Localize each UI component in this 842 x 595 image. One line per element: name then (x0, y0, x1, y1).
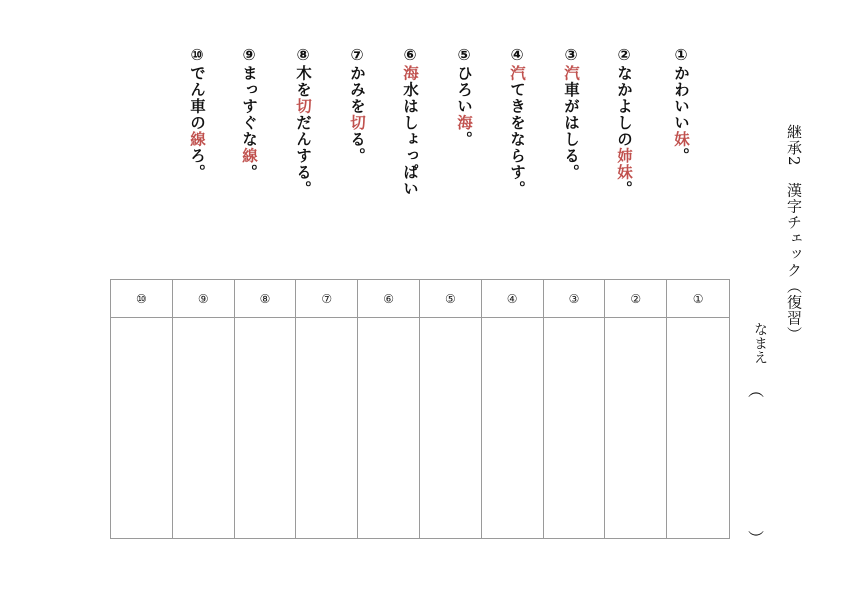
question-text: まっすぐな (240, 65, 258, 148)
question-text: 水はしょっぱい (401, 81, 419, 197)
answer-column (235, 280, 297, 538)
question-3 (561, 46, 581, 181)
question-number: ⑥ (401, 46, 419, 65)
answer-column-header: ④ (482, 280, 543, 318)
question-text: る。 (348, 131, 366, 164)
question-text: 車がはしる。 (562, 81, 580, 181)
answer-column (605, 280, 667, 538)
target-kanji: 海 (401, 65, 419, 82)
question-number: ④ (508, 46, 526, 65)
answer-column-header: ① (667, 280, 729, 318)
question-number: ⑩ (188, 46, 206, 65)
answer-column-header: ⑧ (235, 280, 296, 318)
question-text: でん車の (188, 65, 206, 131)
question-text: 木を (294, 65, 312, 98)
question-6 (400, 46, 420, 197)
target-kanji: 妹 (672, 131, 690, 148)
question-text: ひろい (455, 65, 473, 115)
question-1 (671, 46, 691, 164)
question-7 (347, 46, 367, 164)
answer-box[interactable] (605, 318, 666, 538)
answer-grid (110, 279, 730, 539)
answer-box[interactable] (173, 318, 234, 538)
answer-box[interactable] (667, 318, 729, 538)
target-kanji: 切 (348, 114, 366, 131)
question-number: ② (615, 46, 633, 65)
answer-box[interactable] (296, 318, 357, 538)
answer-column (420, 280, 482, 538)
question-9 (239, 46, 259, 181)
answer-column-header: ⑦ (296, 280, 357, 318)
question-2 (614, 46, 634, 197)
question-number: ⑧ (294, 46, 312, 65)
answer-column-header: ⑩ (111, 280, 172, 318)
question-text: 。 (240, 164, 258, 181)
question-number: ① (672, 46, 690, 65)
question-8 (293, 46, 313, 197)
answer-box[interactable] (111, 318, 172, 538)
question-number: ⑨ (240, 46, 258, 65)
answer-column (296, 280, 358, 538)
answer-box[interactable] (235, 318, 296, 538)
question-text: 。 (615, 180, 633, 197)
question-10 (187, 46, 207, 181)
name-label: なまえ (752, 322, 768, 364)
target-kanji: 姉妹 (615, 147, 633, 181)
question-text: だんする。 (294, 114, 312, 197)
answer-column (544, 280, 606, 538)
question-number: ⑦ (348, 46, 366, 65)
worksheet-title: 継承2 漢字チェック（復習） (785, 124, 803, 343)
answer-column-header: ③ (544, 280, 605, 318)
target-kanji: 海 (455, 114, 473, 131)
question-text: てきをならす。 (508, 81, 526, 197)
name-field-open-paren: （ (746, 381, 765, 398)
question-number: ③ (562, 46, 580, 65)
answer-box[interactable] (358, 318, 419, 538)
question-4 (507, 46, 527, 197)
answer-column (482, 280, 544, 538)
target-kanji: 線 (240, 147, 258, 164)
target-kanji: 汽 (562, 65, 580, 82)
target-kanji: 線 (188, 131, 206, 148)
answer-column-header: ⑨ (173, 280, 234, 318)
answer-column-header: ⑥ (358, 280, 419, 318)
question-text: ろ。 (188, 147, 206, 181)
question-text: かわいい (672, 65, 690, 131)
target-kanji: 汽 (508, 65, 526, 82)
question-5 (454, 46, 474, 148)
question-number: ⑤ (455, 46, 473, 65)
question-text: なかよしの (615, 65, 633, 148)
question-text: 。 (455, 131, 473, 148)
answer-column (111, 280, 173, 538)
target-kanji: 切 (294, 98, 312, 115)
name-field-close-paren: ） (746, 529, 765, 546)
answer-column (667, 280, 729, 538)
answer-column-header: ② (605, 280, 666, 318)
answer-column (173, 280, 235, 538)
answer-box[interactable] (420, 318, 481, 538)
answer-box[interactable] (544, 318, 605, 538)
answer-box[interactable] (482, 318, 543, 538)
question-text: かみを (348, 65, 366, 115)
answer-column-header: ⑤ (420, 280, 481, 318)
question-text: 。 (672, 147, 690, 164)
answer-column (358, 280, 420, 538)
